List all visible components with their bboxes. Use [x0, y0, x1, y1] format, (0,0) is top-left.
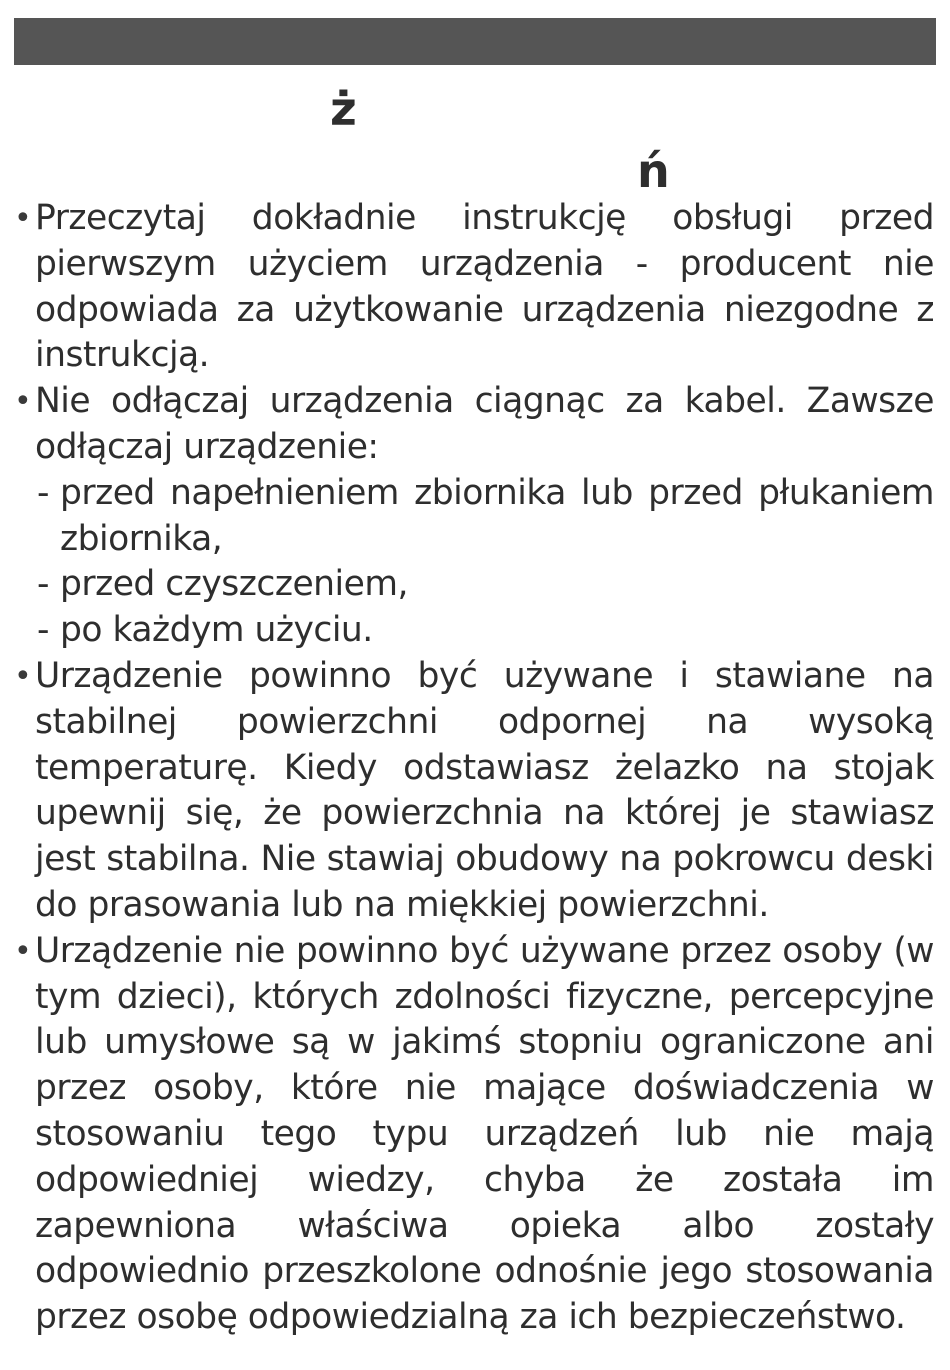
- bullet-marker: •: [14, 658, 32, 694]
- instruction-item: [0, 929, 950, 1341]
- instruction-item: [0, 379, 950, 471]
- instruction-text: Przeczytaj dokładnie instrukcję obsługi przed pierwszym użyciem urządzenia - producent nie odpowiada za użytkowanie urządzenia niezgodne z instrukcją.: [35, 198, 934, 376]
- sub-item-text: przed czyszczeniem,: [60, 564, 408, 605]
- heading-glyph-n: ń: [637, 144, 670, 198]
- bullet-marker: •: [14, 933, 32, 969]
- instruction-item: [0, 196, 950, 379]
- sub-item: [0, 562, 950, 608]
- dash-marker: -: [37, 610, 50, 651]
- instruction-item: [0, 654, 950, 929]
- sub-item-text: po każdym użyciu.: [60, 610, 373, 651]
- heading-glyph-z: ż: [330, 82, 357, 136]
- instruction-text: Urządzenie nie powinno być używane przez osoby (w tym dzieci), których zdolności fizyczne, percepcyjne lub umysłowe są w jakimś stopniu ograniczone ani przez osoby, które nie mające doświadczenia w stosowaniu tego typu urządzeń lub nie mają odpowiedniej wiedzy, chyba że została im zapewniona właściwa opieka albo zostały odpowiednio przeszkolone odnośnie jego stosowania przez osobę odpowiedzialną za ich bezpieczeństwo.: [35, 930, 934, 1338]
- bullet-marker: •: [14, 201, 32, 236]
- instruction-text: Urządzenie powinno być używane i stawiane na stabilnej powierzchni odpornej na wysoką temperaturę. Kiedy odstawiasz żelazko na stojak upewnij się, że powierzchnia na której je stawiasz jest stabilna. Nie stawiaj obudowy na pokrowcu deski do prasowania lub na miękkiej powierzchni.: [35, 655, 934, 925]
- instruction-text: Nie odłączaj urządzenia ciągnąc za kabel. Zawsze odłączaj urządzenie:: [35, 381, 934, 467]
- safety-instructions: [0, 196, 950, 1341]
- sub-item: [0, 471, 950, 563]
- sub-item: [0, 608, 950, 654]
- dash-marker: -: [37, 472, 50, 513]
- header-bar: [14, 18, 936, 65]
- bullet-marker: •: [14, 384, 32, 420]
- sub-item-text: przed napełnieniem zbiornika lub przed płukaniem zbiornika,: [60, 472, 934, 559]
- dash-marker: -: [37, 564, 50, 605]
